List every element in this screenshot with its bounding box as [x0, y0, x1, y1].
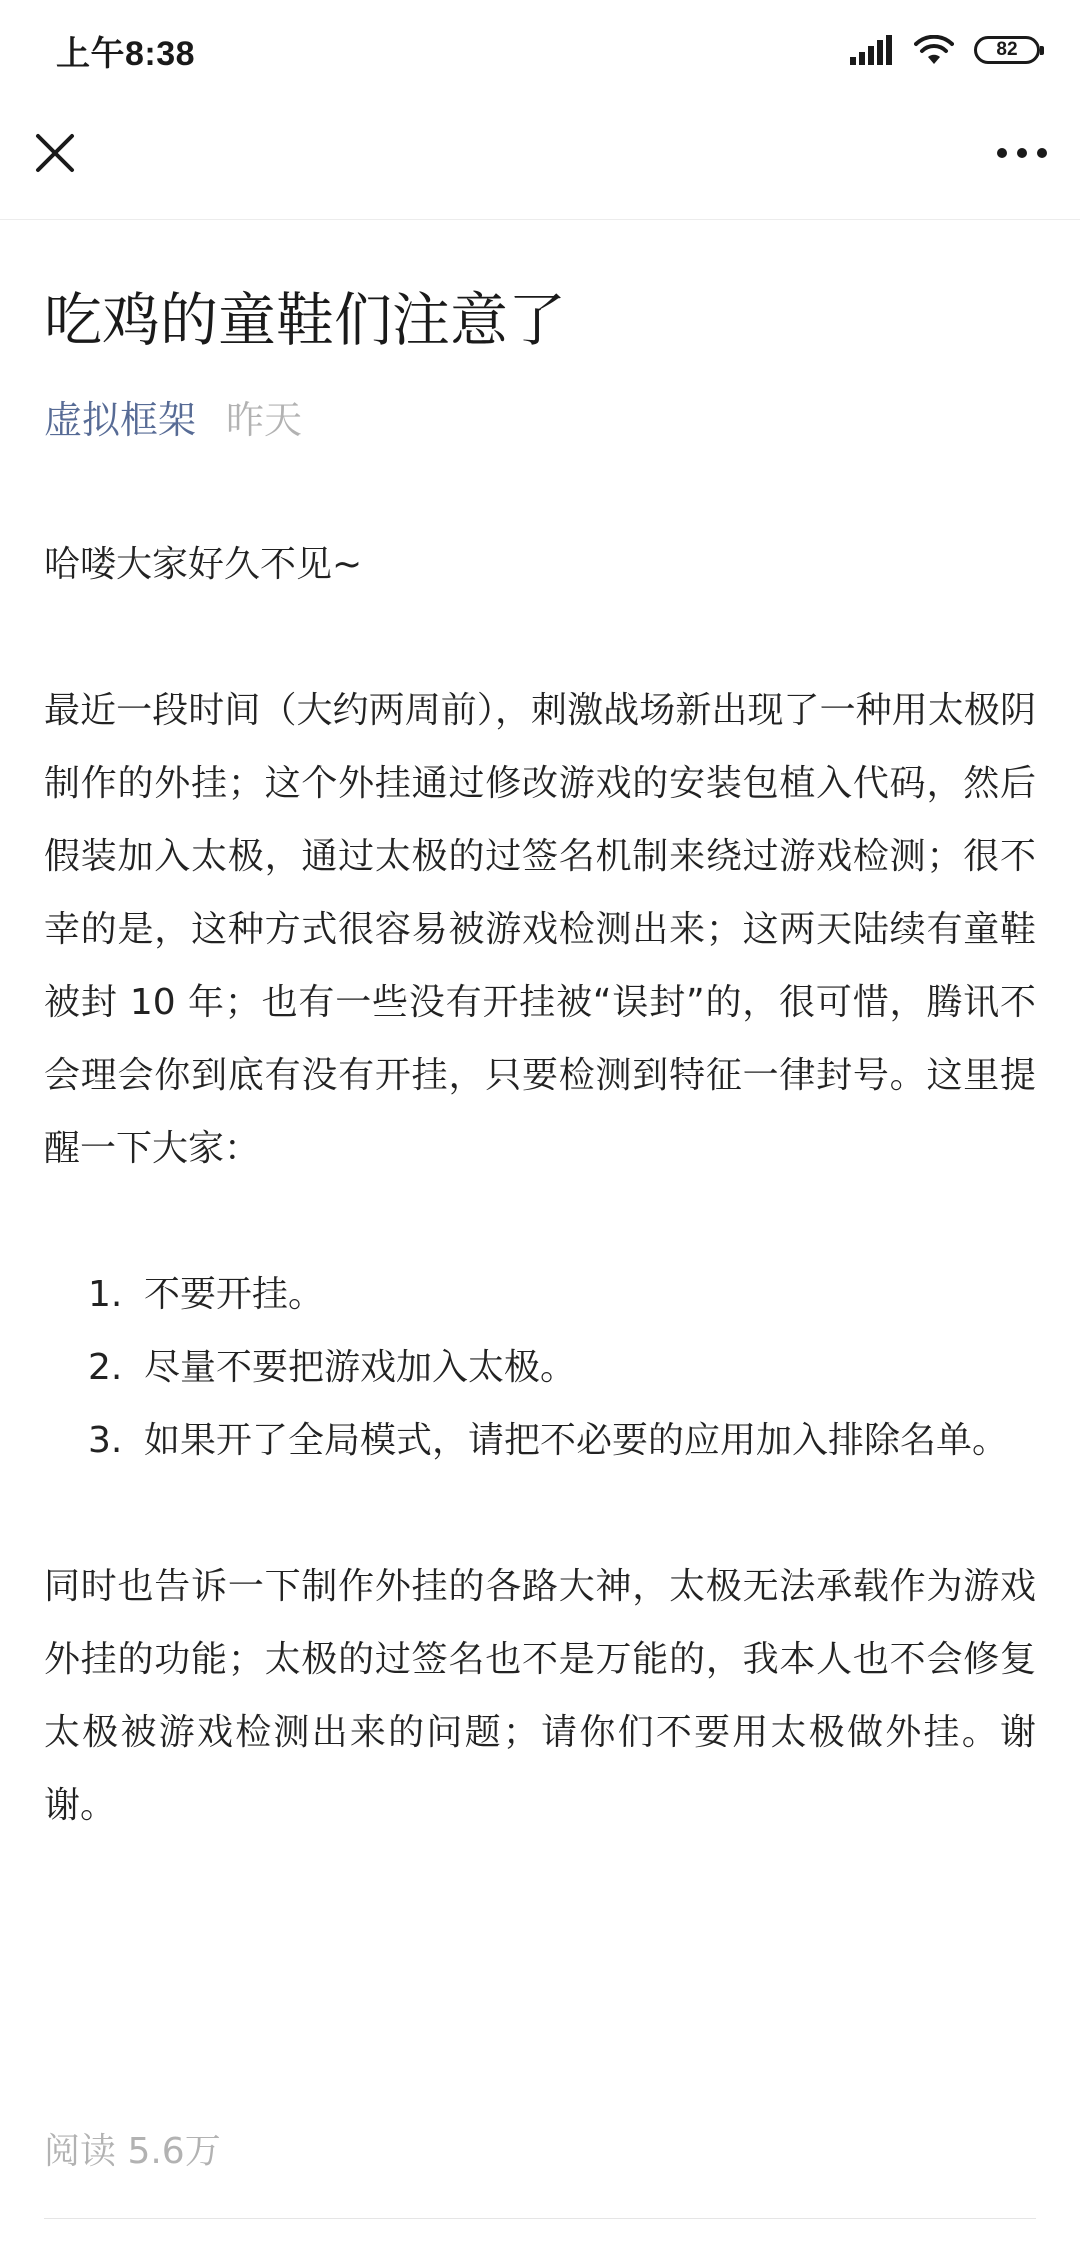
article-title: 吃鸡的童鞋们注意了	[44, 286, 567, 354]
list-item	[88, 1331, 1036, 1404]
divider	[44, 2218, 1036, 2219]
list-item-text: 如果开了全局模式，请把不必要的应用加入排除名单。	[144, 1420, 1009, 1461]
signal-icon	[850, 35, 894, 65]
more-button[interactable]	[982, 118, 1062, 188]
spacer	[44, 1477, 1036, 1550]
list-item	[88, 1404, 1036, 1477]
list-item-number: 3.	[88, 1420, 123, 1461]
battery-level: 82	[996, 39, 1018, 60]
read-count: 阅读 5.6万	[44, 2131, 221, 2172]
article-content	[44, 528, 1036, 1842]
list-item-text: 不要开挂。	[144, 1274, 325, 1315]
list-item	[88, 1258, 1036, 1331]
close-icon	[35, 133, 75, 173]
status-time: 上午8:38	[56, 35, 196, 73]
article	[44, 220, 1036, 1842]
spacer	[44, 1185, 1036, 1258]
status-bar	[0, 0, 1080, 100]
paragraph-2: 同时也告诉一下制作外挂的各路大神，太极无法承载作为游戏外挂的功能；太极的过签名也不是万能的，我本人也不会修复太极被游戏检测出来的问题；请你们不要用太极做外挂。谢谢。	[44, 1566, 1036, 1826]
list-item-number: 1.	[88, 1274, 123, 1315]
tips-list	[44, 1258, 1036, 1477]
spacer	[44, 601, 1036, 674]
publish-date: 昨天	[226, 398, 303, 442]
paragraph-1: 最近一段时间（大约两周前），刺激战场新出现了一种用太极阴制作的外挂；这个外挂通过修改游戏的安装包植入代码，然后假装加入太极，通过太极的过签名机制来绕过游戏检测；很不幸的是，这种方式很容易被游戏检测出来；这两天陆续有童鞋被封 10 年；也有一些没有开挂被“误封”的，很可惜，腾讯不会理会你到底有没有开挂，只要检测到特征一律封号。这里提醒一下大家：	[44, 690, 1036, 1169]
close-button[interactable]	[20, 118, 90, 188]
wifi-icon	[914, 35, 954, 65]
greeting-paragraph: 哈喽大家好久不见~	[44, 544, 363, 585]
status-icons	[850, 28, 1040, 72]
battery-icon	[974, 36, 1040, 64]
article-meta	[44, 394, 1036, 446]
nav-bar	[0, 100, 1080, 220]
more-dots-icon	[996, 147, 1048, 159]
author-link[interactable]: 虚拟框架	[44, 398, 197, 442]
list-item-text: 尽量不要把游戏加入太极。	[144, 1347, 577, 1388]
list-item-number: 2.	[88, 1347, 123, 1388]
